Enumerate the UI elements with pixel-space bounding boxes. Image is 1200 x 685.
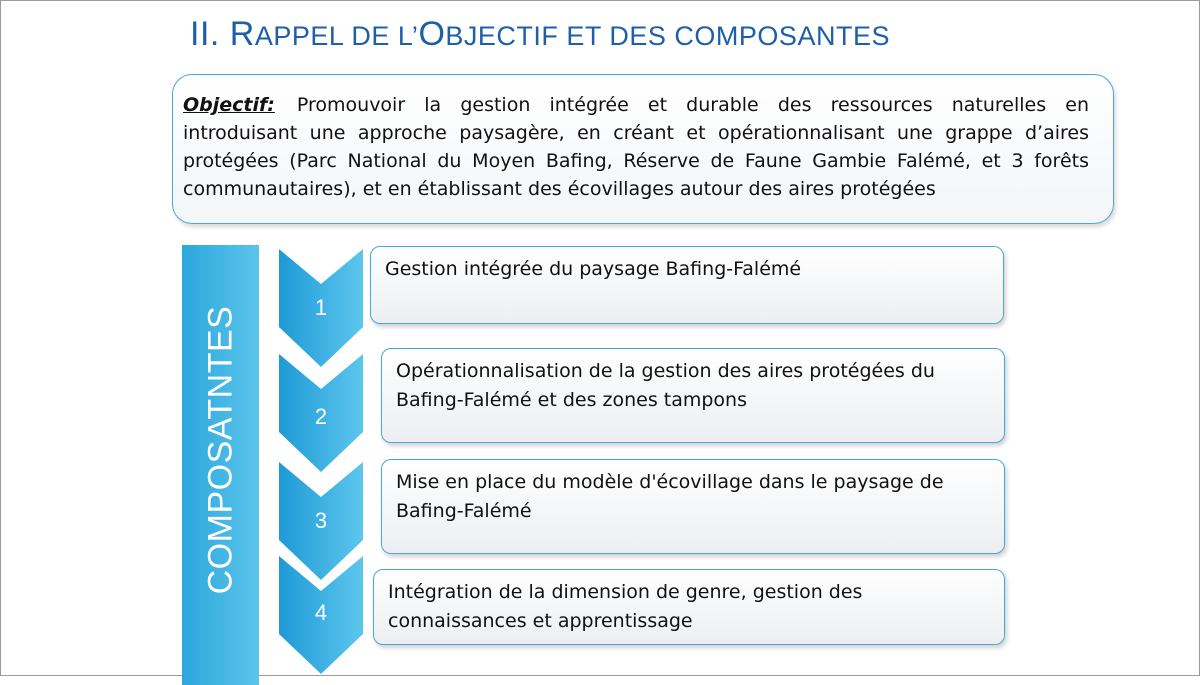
component-text-1: Gestion intégrée du paysage Bafing-Falémé [385,258,802,280]
step-chevron-2 [279,354,363,472]
title-part-3: O [418,15,446,53]
step-chevron-4 [279,556,363,674]
objective-label: Objectif: [183,94,275,116]
components-vertical-bar [182,245,259,685]
step-number-4: 4 [314,600,328,625]
step-number-1: 1 [314,295,328,320]
step-chevron-1 [279,249,363,367]
step-number-2: 2 [314,404,328,429]
objective-box [172,74,1114,224]
component-text-2: Opérationnalisation de la gestion des aires protégées du Bafing-Falémé et des zones tampons [396,360,935,411]
component-box-3 [381,459,1005,554]
components-vertical-label: COMPOSATNTES [201,305,239,595]
component-box-1 [370,246,1004,324]
component-box-2 [381,348,1005,443]
component-text-3: Mise en place du modèle d'écovillage dans le paysage de Bafing-Falémé [396,471,944,522]
step-number-3: 3 [314,508,328,533]
title-part-4: BJECTIF ET DES COMPOSANTES [445,21,890,51]
component-box-4 [373,569,1005,645]
title-part-1: II. R [190,15,255,53]
slide-title [190,12,890,58]
title-part-2: APPEL DE L’ [254,21,419,51]
component-text-4: Intégration de la dimension de genre, gestion des connaissances et apprentissage [388,581,863,632]
objective-text: Promouvoir la gestion intégrée et durable des ressources naturelles en introduisant une approche paysagère, en créant et opérationnalisant une grappe d’aires protégées (Parc National du Moyen Bafing, Réserve de Faune Gambie Falémé, et 3 forêts communautaires), et en établissant des écovillages autour des aires protégées [183,94,1089,200]
